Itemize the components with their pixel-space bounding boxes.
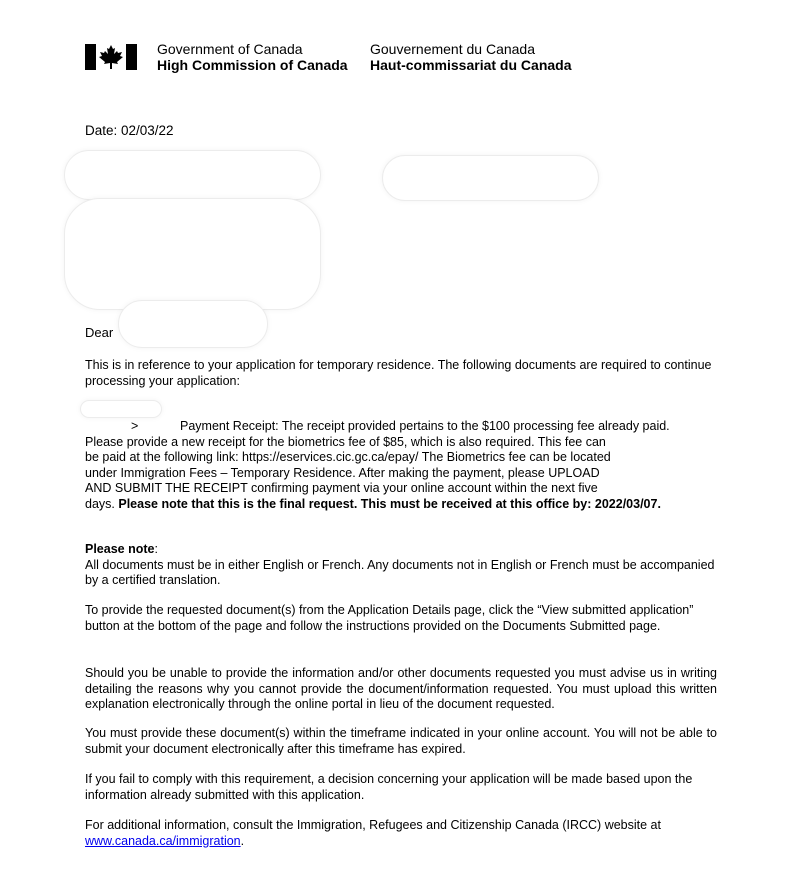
ircc-website-link[interactable]: www.canada.ca/immigration xyxy=(85,833,241,848)
redaction-blob xyxy=(382,155,599,201)
note-paragraph-upload: To provide the requested document(s) from the Application Details page, click the “View submitted application” button at the bottom of the page and follow the instructions provided on the Documents Submitted page. xyxy=(85,603,694,633)
note-paragraph-timeframe: You must provide these document(s) within the timeframe indicated in your online account. You will not be able to submit your document electronically after this timeframe has expired. xyxy=(85,726,717,756)
additional-info-text: For additional information, consult the Immigration, Refugees and Citizenship Canada (IRCC) website at xyxy=(85,818,661,832)
government-name-fr: Gouvernement du Canada xyxy=(370,41,535,57)
note-heading: Please note xyxy=(85,542,155,556)
government-name-en: Government of Canada xyxy=(157,41,303,57)
letter-date: Date: 02/03/22 xyxy=(85,123,174,138)
header-english xyxy=(157,41,348,73)
final-request-deadline: Please note that this is the final request. This must be received at this office by: 2022/03/07. xyxy=(118,496,661,511)
note-paragraph-comply: If you fail to comply with this requirement, a decision concerning your application will be made based upon the information already submitted with this application. xyxy=(85,772,693,802)
note-paragraph-additional-info xyxy=(85,818,717,849)
note-colon: : xyxy=(154,542,158,556)
link-period: . xyxy=(240,833,245,848)
redaction-blob xyxy=(64,150,321,200)
note-paragraph-language: All documents must be in either English or French. Any documents not in English or French must be accompanied by a certified translation. xyxy=(85,557,715,587)
redaction-blob xyxy=(80,400,162,418)
requirement-line: under Immigration Fees – Temporary Residence. After making the payment, please UPLOAD xyxy=(85,465,600,480)
flag-right-bar xyxy=(126,44,137,70)
office-name-en: High Commission of Canada xyxy=(157,57,348,73)
requirement-line: Please provide a new receipt for the biometrics fee of $85, which is also required. This fee can xyxy=(85,434,606,449)
requirement-first-line: Payment Receipt: The receipt provided pertains to the $100 processing fee already paid. xyxy=(180,419,670,433)
requirement-line: AND SUBMIT THE RECEIPT confirming payment via your online account within the next five xyxy=(85,481,598,495)
requirement-details xyxy=(85,435,717,513)
header-french xyxy=(370,41,572,73)
requirement-days: days. xyxy=(85,496,115,511)
maple-leaf-icon xyxy=(98,45,124,69)
requirement-line: be paid at the following link: https://eservices.cic.gc.ca/epay/ The Biometrics fee can be located xyxy=(85,450,611,464)
bullet-arrow: > xyxy=(131,419,139,433)
flag-left-bar xyxy=(85,44,96,70)
note-section xyxy=(85,542,717,589)
note-paragraph-unable: Should you be unable to provide the information and/or other documents requested you must advise us in writing detailing the reasons why you cannot provide the document/information requested. You must upload this written explanation electronically through the online portal in lieu of the document requested. xyxy=(85,666,717,711)
redaction-blob xyxy=(64,198,321,310)
salutation: Dear xyxy=(85,325,114,340)
intro-paragraph: This is in reference to your application for temporary residence. The following documents are required to continue processing your application: xyxy=(85,358,712,388)
note-heading-line xyxy=(85,542,717,558)
requirement-deadline-line xyxy=(85,497,717,513)
canada-flag-logo xyxy=(85,44,137,70)
redaction-blob xyxy=(118,300,268,348)
office-name-fr: Haut-commissariat du Canada xyxy=(370,57,572,73)
